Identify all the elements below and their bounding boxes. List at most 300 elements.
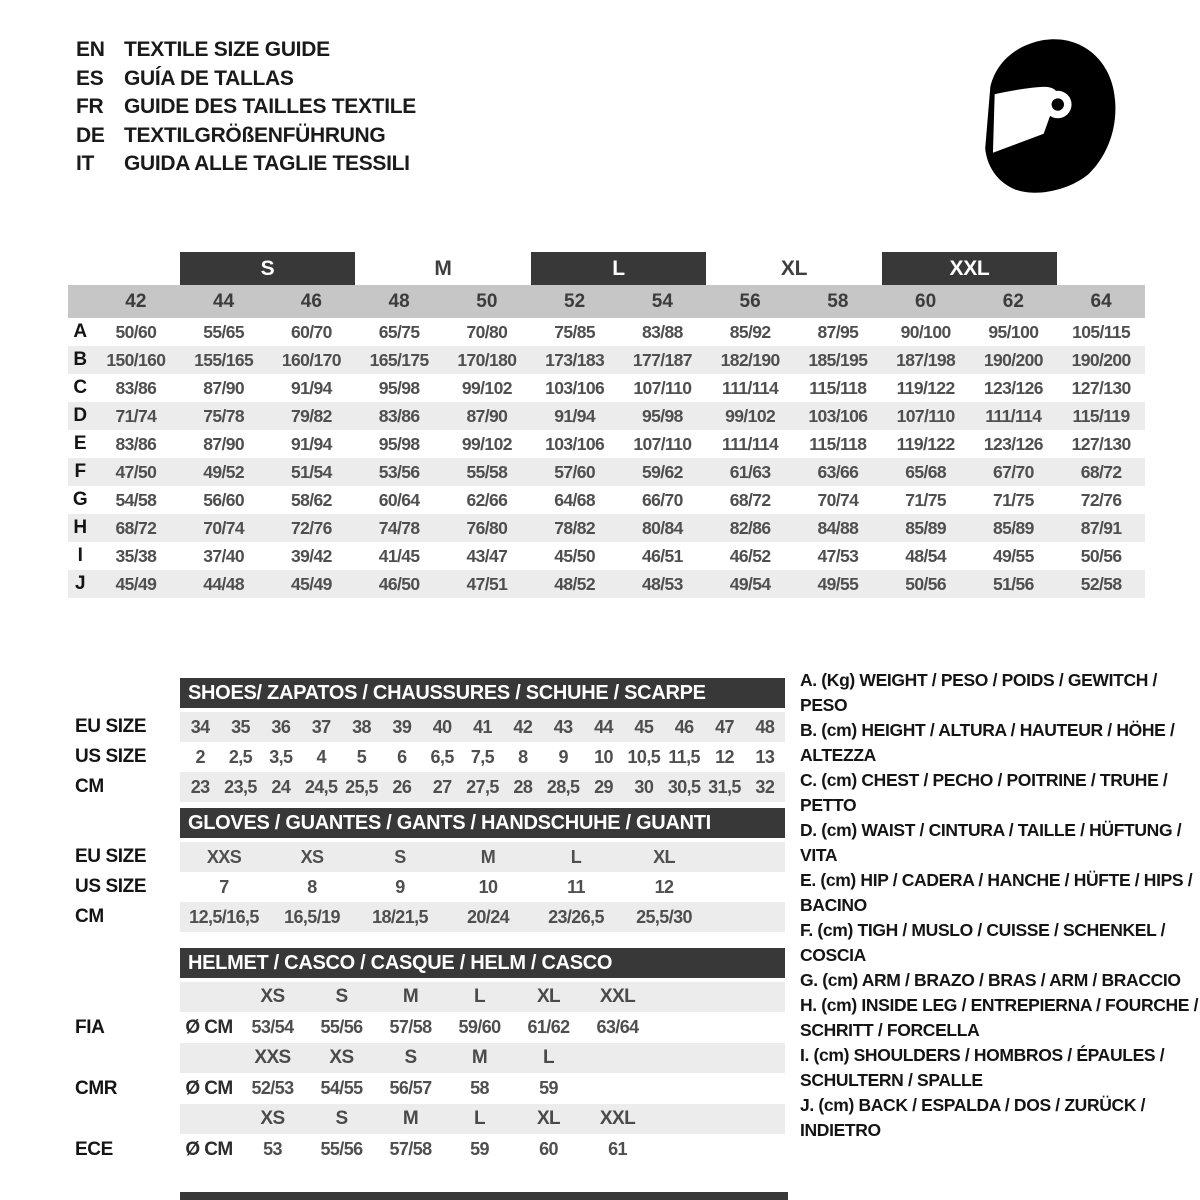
- measure-value: 84/88: [817, 517, 859, 538]
- measure-value: 37/40: [203, 545, 245, 566]
- measure-value: 115/118: [809, 377, 867, 398]
- size-row-eu-size: [68, 842, 785, 872]
- measure-value: 49/55: [817, 573, 859, 594]
- size-label-XXL: XXL: [882, 252, 1058, 285]
- measure-value: 115/119: [1072, 405, 1130, 426]
- gloves-title-bar: [180, 808, 785, 838]
- measure-value: 50/56: [1080, 545, 1122, 566]
- size-value: 42: [513, 716, 533, 737]
- row-values: [180, 742, 785, 772]
- size-value: 32: [755, 776, 775, 797]
- helmet-value: 59/60: [458, 1017, 501, 1037]
- measure-value: 87/90: [203, 377, 245, 398]
- measure-value: 78/82: [554, 517, 596, 538]
- measure-value: 177/187: [632, 349, 692, 370]
- size-value: 11,5: [668, 746, 700, 767]
- measure-value: 41/45: [378, 545, 420, 566]
- size-row-cm: [68, 772, 785, 802]
- helmet-size-label: S: [404, 1047, 417, 1068]
- size-value: XS: [300, 846, 324, 867]
- size-value: 37: [311, 716, 331, 737]
- measure-value: 99/102: [725, 405, 776, 426]
- measure-value: 91/94: [290, 377, 332, 398]
- helmet-size-label: M: [402, 1108, 419, 1129]
- measure-value: 59/62: [641, 461, 683, 482]
- size-value: 43: [553, 716, 573, 737]
- measure-value: 47/50: [115, 461, 157, 482]
- size-value: 30,5: [667, 776, 701, 797]
- language-label: TEXTILGRÖßENFÜHRUNG: [124, 123, 386, 147]
- size-value: 6,5: [430, 746, 454, 767]
- measure-value: 67/70: [992, 461, 1034, 482]
- measure-value: 49/52: [203, 461, 245, 482]
- measure-value: 45/49: [290, 573, 332, 594]
- measure-value: 95/98: [641, 405, 683, 426]
- size-value: 10: [478, 876, 498, 897]
- size-value: 25,5/30: [636, 906, 692, 927]
- size-value: 23,5: [224, 776, 257, 797]
- measure-value: 127/130: [1071, 377, 1131, 398]
- row-label: CM: [75, 776, 104, 797]
- measure-value: 65/68: [905, 461, 947, 482]
- legend-item: B. (cm) HEIGHT / ALTURA / HAUTEUR / HÖHE / ALTEZZA: [800, 720, 1175, 765]
- row-letter: C: [73, 377, 87, 398]
- size-value: 4: [316, 746, 326, 767]
- row-letter: F: [74, 461, 86, 482]
- helmet-value: 57/58: [389, 1017, 432, 1037]
- size-value: 30: [634, 776, 654, 797]
- measure-value: 111/114: [722, 377, 779, 398]
- size-value: 12,5/16,5: [189, 906, 259, 927]
- standard-label: FIA: [75, 1016, 105, 1038]
- measure-value: 35/38: [115, 545, 157, 566]
- size-number: 54: [651, 290, 673, 312]
- size-value: 36: [271, 716, 291, 737]
- size-value: 28,5: [546, 776, 580, 797]
- size-number: 60: [915, 290, 937, 312]
- gloves-title: GLOVES / GUANTES / GANTS / HANDSCHUHE / GUANTI: [188, 811, 711, 834]
- measure-value: 119/122: [896, 433, 955, 454]
- measure-value: 103/106: [808, 405, 868, 426]
- unit-label: Ø CM: [185, 1016, 233, 1038]
- row-values: [180, 712, 785, 742]
- size-value: 11: [567, 876, 585, 897]
- measure-row-H: [68, 514, 1145, 542]
- size-value: 12: [654, 876, 674, 897]
- measure-value: 74/78: [378, 517, 420, 538]
- helmet-sizes-row-fia: [68, 982, 785, 1012]
- size-number: 50: [476, 290, 498, 312]
- measure-value: 107/110: [633, 377, 692, 398]
- size-value: 16,5/19: [284, 906, 340, 927]
- row-letter: E: [73, 433, 87, 454]
- unit-label: Ø CM: [185, 1077, 233, 1099]
- measure-value: 49/55: [992, 545, 1034, 566]
- language-code: EN: [76, 38, 105, 62]
- measure-value: 56/60: [203, 489, 245, 510]
- size-value: 10,5: [627, 746, 661, 767]
- helmet-value: 59: [470, 1139, 489, 1159]
- size-value: 2: [195, 746, 205, 767]
- measure-value: 182/190: [720, 349, 780, 370]
- language-label: GUIDA ALLE TAGLIE TESSILI: [124, 152, 410, 176]
- measure-row-A: [68, 318, 1145, 346]
- measure-value: 111/114: [722, 433, 779, 454]
- measure-value: 45/49: [115, 573, 157, 594]
- measure-value: 48/54: [905, 545, 947, 566]
- measure-value: 87/95: [817, 321, 859, 342]
- language-code: IT: [76, 152, 95, 176]
- measure-value: 170/180: [457, 349, 517, 370]
- helmet-sizes-row-cmr: [68, 1043, 785, 1073]
- size-number: 58: [827, 290, 849, 312]
- measure-value: 54/58: [115, 489, 157, 510]
- measure-value: 80/84: [641, 517, 683, 538]
- helmet-sizes: [180, 982, 785, 1012]
- language-label: GUÍA DE TALLAS: [124, 66, 294, 90]
- measure-value: 85/89: [992, 517, 1034, 538]
- measure-value: 60/70: [290, 321, 332, 342]
- size-value: 40: [432, 716, 452, 737]
- measure-value: 68/72: [729, 489, 771, 510]
- row-values: [180, 842, 785, 872]
- measure-value: 83/86: [378, 405, 420, 426]
- helmet-size-label: XL: [536, 986, 561, 1007]
- size-value: 6: [397, 746, 407, 767]
- helmet-value: 57/58: [389, 1139, 432, 1159]
- size-row-us-size: [68, 742, 785, 772]
- helmet-value-row-cmr: [68, 1073, 785, 1104]
- language-line: [76, 122, 416, 151]
- measure-value: 53/56: [378, 461, 420, 482]
- measure-row-D: [68, 402, 1145, 430]
- legend-item: I. (cm) SHOULDERS / HOMBROS / ÉPAULES / SCHULTERN / SPALLE: [800, 1045, 1165, 1090]
- size-value: S: [394, 846, 406, 867]
- measure-value: 61/63: [729, 461, 771, 482]
- measure-value: 50/60: [115, 321, 157, 342]
- size-value: 46: [674, 716, 694, 737]
- measure-value: 190/200: [983, 349, 1043, 370]
- row-letter: D: [73, 405, 87, 426]
- main-measurement-table: [68, 252, 1145, 598]
- helmet-size-label: XXL: [599, 986, 636, 1007]
- legend-item: H. (cm) INSIDE LEG / ENTREPIERNA / FOURCHE / SCHRITT / FORCELLA: [800, 995, 1199, 1040]
- helmet-sizes-row-ece: [68, 1104, 785, 1134]
- measure-value: 57/60: [554, 461, 596, 482]
- measure-value: 173/183: [545, 349, 605, 370]
- helmet-rows: [68, 982, 785, 1165]
- measure-value: 165/175: [369, 349, 429, 370]
- size-value: M: [480, 846, 496, 867]
- helmet-size-label: S: [335, 986, 348, 1007]
- measure-value: 52/58: [1080, 573, 1122, 594]
- measure-value: 46/50: [378, 573, 420, 594]
- measure-value: 48/52: [554, 573, 596, 594]
- measure-row-F: [68, 458, 1145, 486]
- row-label: EU SIZE: [75, 846, 147, 867]
- size-value: 34: [190, 716, 210, 737]
- helmet-value: 61: [608, 1139, 627, 1159]
- size-value: 5: [356, 746, 367, 767]
- measure-value: 95/98: [378, 377, 420, 398]
- measure-value: 187/198: [896, 349, 956, 370]
- size-number: 52: [564, 290, 586, 312]
- row-letter: I: [77, 545, 83, 566]
- size-value: L: [570, 846, 582, 867]
- unit-label: Ø CM: [185, 1138, 233, 1160]
- size-value: 27,5: [466, 776, 499, 797]
- measure-value: 111/114: [985, 405, 1042, 426]
- helmet-value: 52/53: [251, 1078, 294, 1098]
- measure-value: 70/74: [817, 489, 859, 510]
- measure-value: 150/160: [106, 349, 166, 370]
- helmet-value: 58: [470, 1078, 489, 1098]
- measure-value: 72/76: [290, 517, 332, 538]
- measure-value: 79/82: [290, 405, 332, 426]
- measure-value: 46/52: [729, 545, 771, 566]
- legend-item: G. (cm) ARM / BRAZO / BRAS / ARM / BRACCIO: [800, 970, 1181, 990]
- helmet-value-row-ece: [68, 1134, 785, 1165]
- measure-value: 190/200: [1071, 349, 1131, 370]
- helmet-value-row-fia: [68, 1012, 785, 1043]
- legend-list: [800, 668, 1200, 1143]
- measure-value: 87/91: [1080, 517, 1122, 538]
- size-label-L: L: [531, 252, 707, 285]
- size-value: 8: [518, 746, 528, 767]
- measure-value: 51/54: [290, 461, 332, 482]
- size-value: XXS: [206, 846, 242, 867]
- measure-value: 127/130: [1071, 433, 1131, 454]
- measure-value: 103/106: [545, 433, 605, 454]
- measure-value: 160/170: [281, 349, 341, 370]
- helmet-sizes: [180, 1043, 785, 1073]
- measure-value: 115/118: [809, 433, 867, 454]
- standard-label: ECE: [75, 1138, 113, 1160]
- measure-value: 90/100: [900, 321, 951, 342]
- measure-value: 47/51: [466, 573, 508, 594]
- size-number: 62: [1002, 290, 1024, 312]
- shoes-section: [68, 678, 785, 802]
- measure-value: 62/66: [466, 489, 508, 510]
- measure-value: 64/68: [554, 489, 596, 510]
- measure-value: 99/102: [461, 433, 512, 454]
- size-value: 25,5: [345, 776, 378, 797]
- measure-value: 119/122: [896, 377, 955, 398]
- language-label: TEXTILE SIZE GUIDE: [124, 38, 330, 62]
- language-list: [76, 36, 416, 179]
- measure-value: 85/92: [729, 321, 771, 342]
- cropped-section-bar: [180, 1192, 788, 1200]
- helmet-title: HELMET / CASCO / CASQUE / HELM / CASCO: [188, 951, 613, 974]
- measure-value: 76/80: [466, 517, 508, 538]
- language-line: [76, 65, 416, 94]
- size-row-us-size: [68, 872, 785, 902]
- measure-value: 68/72: [115, 517, 157, 538]
- size-value: 35: [231, 716, 250, 737]
- visor-pivot-inner: [1052, 98, 1064, 110]
- measure-value: 107/110: [896, 405, 955, 426]
- helmet-size-label: S: [335, 1108, 348, 1129]
- measure-value: 71/75: [905, 489, 947, 510]
- row-letter: J: [74, 573, 86, 594]
- helmet-title-bar: [180, 948, 785, 978]
- main-table-rows: [68, 318, 1145, 598]
- legend-item: A. (Kg) WEIGHT / PESO / POIDS / GEWITCH / PESO: [800, 670, 1158, 715]
- language-line: [76, 93, 416, 122]
- size-value: 41: [473, 716, 492, 737]
- size-label-M: M: [434, 256, 452, 280]
- helmet-value: 54/55: [320, 1078, 363, 1098]
- size-value: 24: [271, 776, 291, 797]
- measure-value: 83/86: [115, 377, 157, 398]
- measure-value: 46/51: [641, 545, 683, 566]
- measure-value: 91/94: [290, 433, 332, 454]
- shoes-rows: [68, 712, 785, 802]
- measure-value: 55/58: [466, 461, 508, 482]
- measure-value: 68/72: [1080, 461, 1122, 482]
- row-values: [180, 872, 785, 902]
- helmet-values: [180, 1134, 785, 1165]
- measure-value: 105/115: [1072, 321, 1131, 342]
- row-letter: B: [73, 349, 87, 370]
- helmet-size-label: XS: [260, 1108, 285, 1129]
- language-label: GUIDE DES TAILLES TEXTILE: [124, 95, 416, 119]
- legend-item: D. (cm) WAIST / CINTURA / TAILLE / HÜFTUNG / VITA: [800, 820, 1182, 865]
- measure-value: 87/90: [466, 405, 508, 426]
- size-value: 29: [594, 776, 613, 797]
- helmet-size-label: M: [402, 986, 419, 1007]
- size-number-band: [68, 285, 1145, 318]
- row-values: [180, 902, 785, 932]
- size-number: 48: [388, 290, 410, 312]
- measure-row-J: [68, 570, 1145, 598]
- language-code: DE: [76, 123, 105, 147]
- helmet-value: 53/54: [251, 1017, 294, 1037]
- size-value: 7,5: [470, 746, 495, 767]
- measure-value: 60/64: [378, 489, 420, 510]
- measure-value: 70/80: [466, 321, 508, 342]
- measure-value: 50/56: [905, 573, 947, 594]
- size-value: XL: [653, 846, 675, 867]
- shoes-title-bar: [180, 678, 785, 708]
- helmet-value: 60: [539, 1139, 558, 1159]
- row-values: [180, 772, 785, 802]
- measure-value: 123/126: [983, 433, 1043, 454]
- measure-value: 65/75: [378, 321, 420, 342]
- measure-row-G: [68, 486, 1145, 514]
- language-line: [76, 36, 416, 65]
- size-number: 46: [300, 290, 322, 312]
- measure-value: 83/86: [115, 433, 157, 454]
- measure-value: 91/94: [554, 405, 596, 426]
- size-value: 48: [755, 716, 775, 737]
- measure-value: 185/195: [808, 349, 868, 370]
- size-value: 45: [634, 716, 654, 737]
- helmet-value: 59: [539, 1078, 558, 1098]
- size-value: 18/21,5: [372, 906, 428, 927]
- size-value: 26: [392, 776, 412, 797]
- measure-value: 123/126: [983, 377, 1043, 398]
- language-code: ES: [76, 66, 104, 90]
- legend-item: J. (cm) BACK / ESPALDA / DOS / ZURÜCK / INDIETRO: [800, 1095, 1146, 1140]
- measure-value: 43/47: [466, 545, 508, 566]
- size-value: 23: [190, 776, 210, 797]
- row-letter: G: [72, 489, 88, 510]
- size-value: 8: [307, 876, 317, 897]
- measure-value: 75/85: [554, 321, 596, 342]
- helmet-value: 56/57: [389, 1078, 432, 1098]
- size-value: 2,5: [228, 746, 253, 767]
- size-value: 38: [352, 716, 371, 737]
- measure-value: 155/165: [194, 349, 254, 370]
- size-value: 20/24: [466, 906, 510, 927]
- size-value: 39: [392, 716, 412, 737]
- helmet-size-label: M: [471, 1047, 488, 1068]
- measure-value: 75/78: [203, 405, 245, 426]
- measure-row-C: [68, 374, 1145, 402]
- helmet-size-label: XXS: [254, 1047, 291, 1068]
- row-letter: A: [73, 321, 87, 342]
- measure-value: 49/54: [729, 573, 771, 594]
- measure-value: 58/62: [290, 489, 332, 510]
- helmet-value: 61/62: [527, 1017, 570, 1037]
- racing-helmet-icon: [968, 26, 1140, 202]
- helmet-value: 55/56: [320, 1139, 363, 1159]
- helmet-size-label: XS: [260, 986, 285, 1007]
- measure-value: 82/86: [729, 517, 771, 538]
- measure-value: 45/50: [554, 545, 596, 566]
- measure-value: 95/98: [378, 433, 420, 454]
- measure-value: 55/65: [203, 321, 245, 342]
- helmet-value: 55/56: [320, 1017, 363, 1037]
- measure-value: 71/74: [115, 405, 157, 426]
- measure-value: 70/74: [203, 517, 245, 538]
- measure-value: 95/100: [988, 321, 1039, 342]
- helmet-size-label: L: [473, 986, 485, 1007]
- size-value: 10: [594, 746, 613, 767]
- size-value: 3,5: [269, 746, 293, 767]
- measure-value: 103/106: [545, 377, 605, 398]
- measure-value: 63/66: [817, 461, 859, 482]
- helmet-value: 63/64: [596, 1017, 639, 1037]
- gloves-section: [68, 808, 785, 932]
- size-number: 42: [125, 290, 147, 312]
- measure-value: 99/102: [461, 377, 512, 398]
- size-label-row: [68, 252, 1145, 285]
- size-value: 28: [513, 776, 533, 797]
- size-value: 24,5: [304, 776, 338, 797]
- helmet-size-label: XL: [536, 1108, 561, 1129]
- row-label: US SIZE: [75, 746, 147, 767]
- measure-value: 48/53: [641, 573, 683, 594]
- size-row-eu-size: [68, 712, 785, 742]
- helmet-sizes: [180, 1104, 785, 1134]
- size-value: 7: [219, 876, 229, 897]
- measure-value: 51/56: [992, 573, 1034, 594]
- helmet-values: [180, 1073, 785, 1104]
- size-value: 47: [715, 716, 734, 737]
- size-label-XL: XL: [780, 256, 808, 280]
- helmet-size-label: L: [542, 1047, 554, 1068]
- size-label-S: S: [180, 252, 356, 285]
- measure-row-E: [68, 430, 1145, 458]
- size-number: 64: [1090, 290, 1112, 312]
- helmet-value: 53: [263, 1139, 282, 1159]
- helmet-section: [68, 948, 785, 1165]
- measure-row-I: [68, 542, 1145, 570]
- measure-value: 85/89: [905, 517, 947, 538]
- row-label: EU SIZE: [75, 716, 147, 737]
